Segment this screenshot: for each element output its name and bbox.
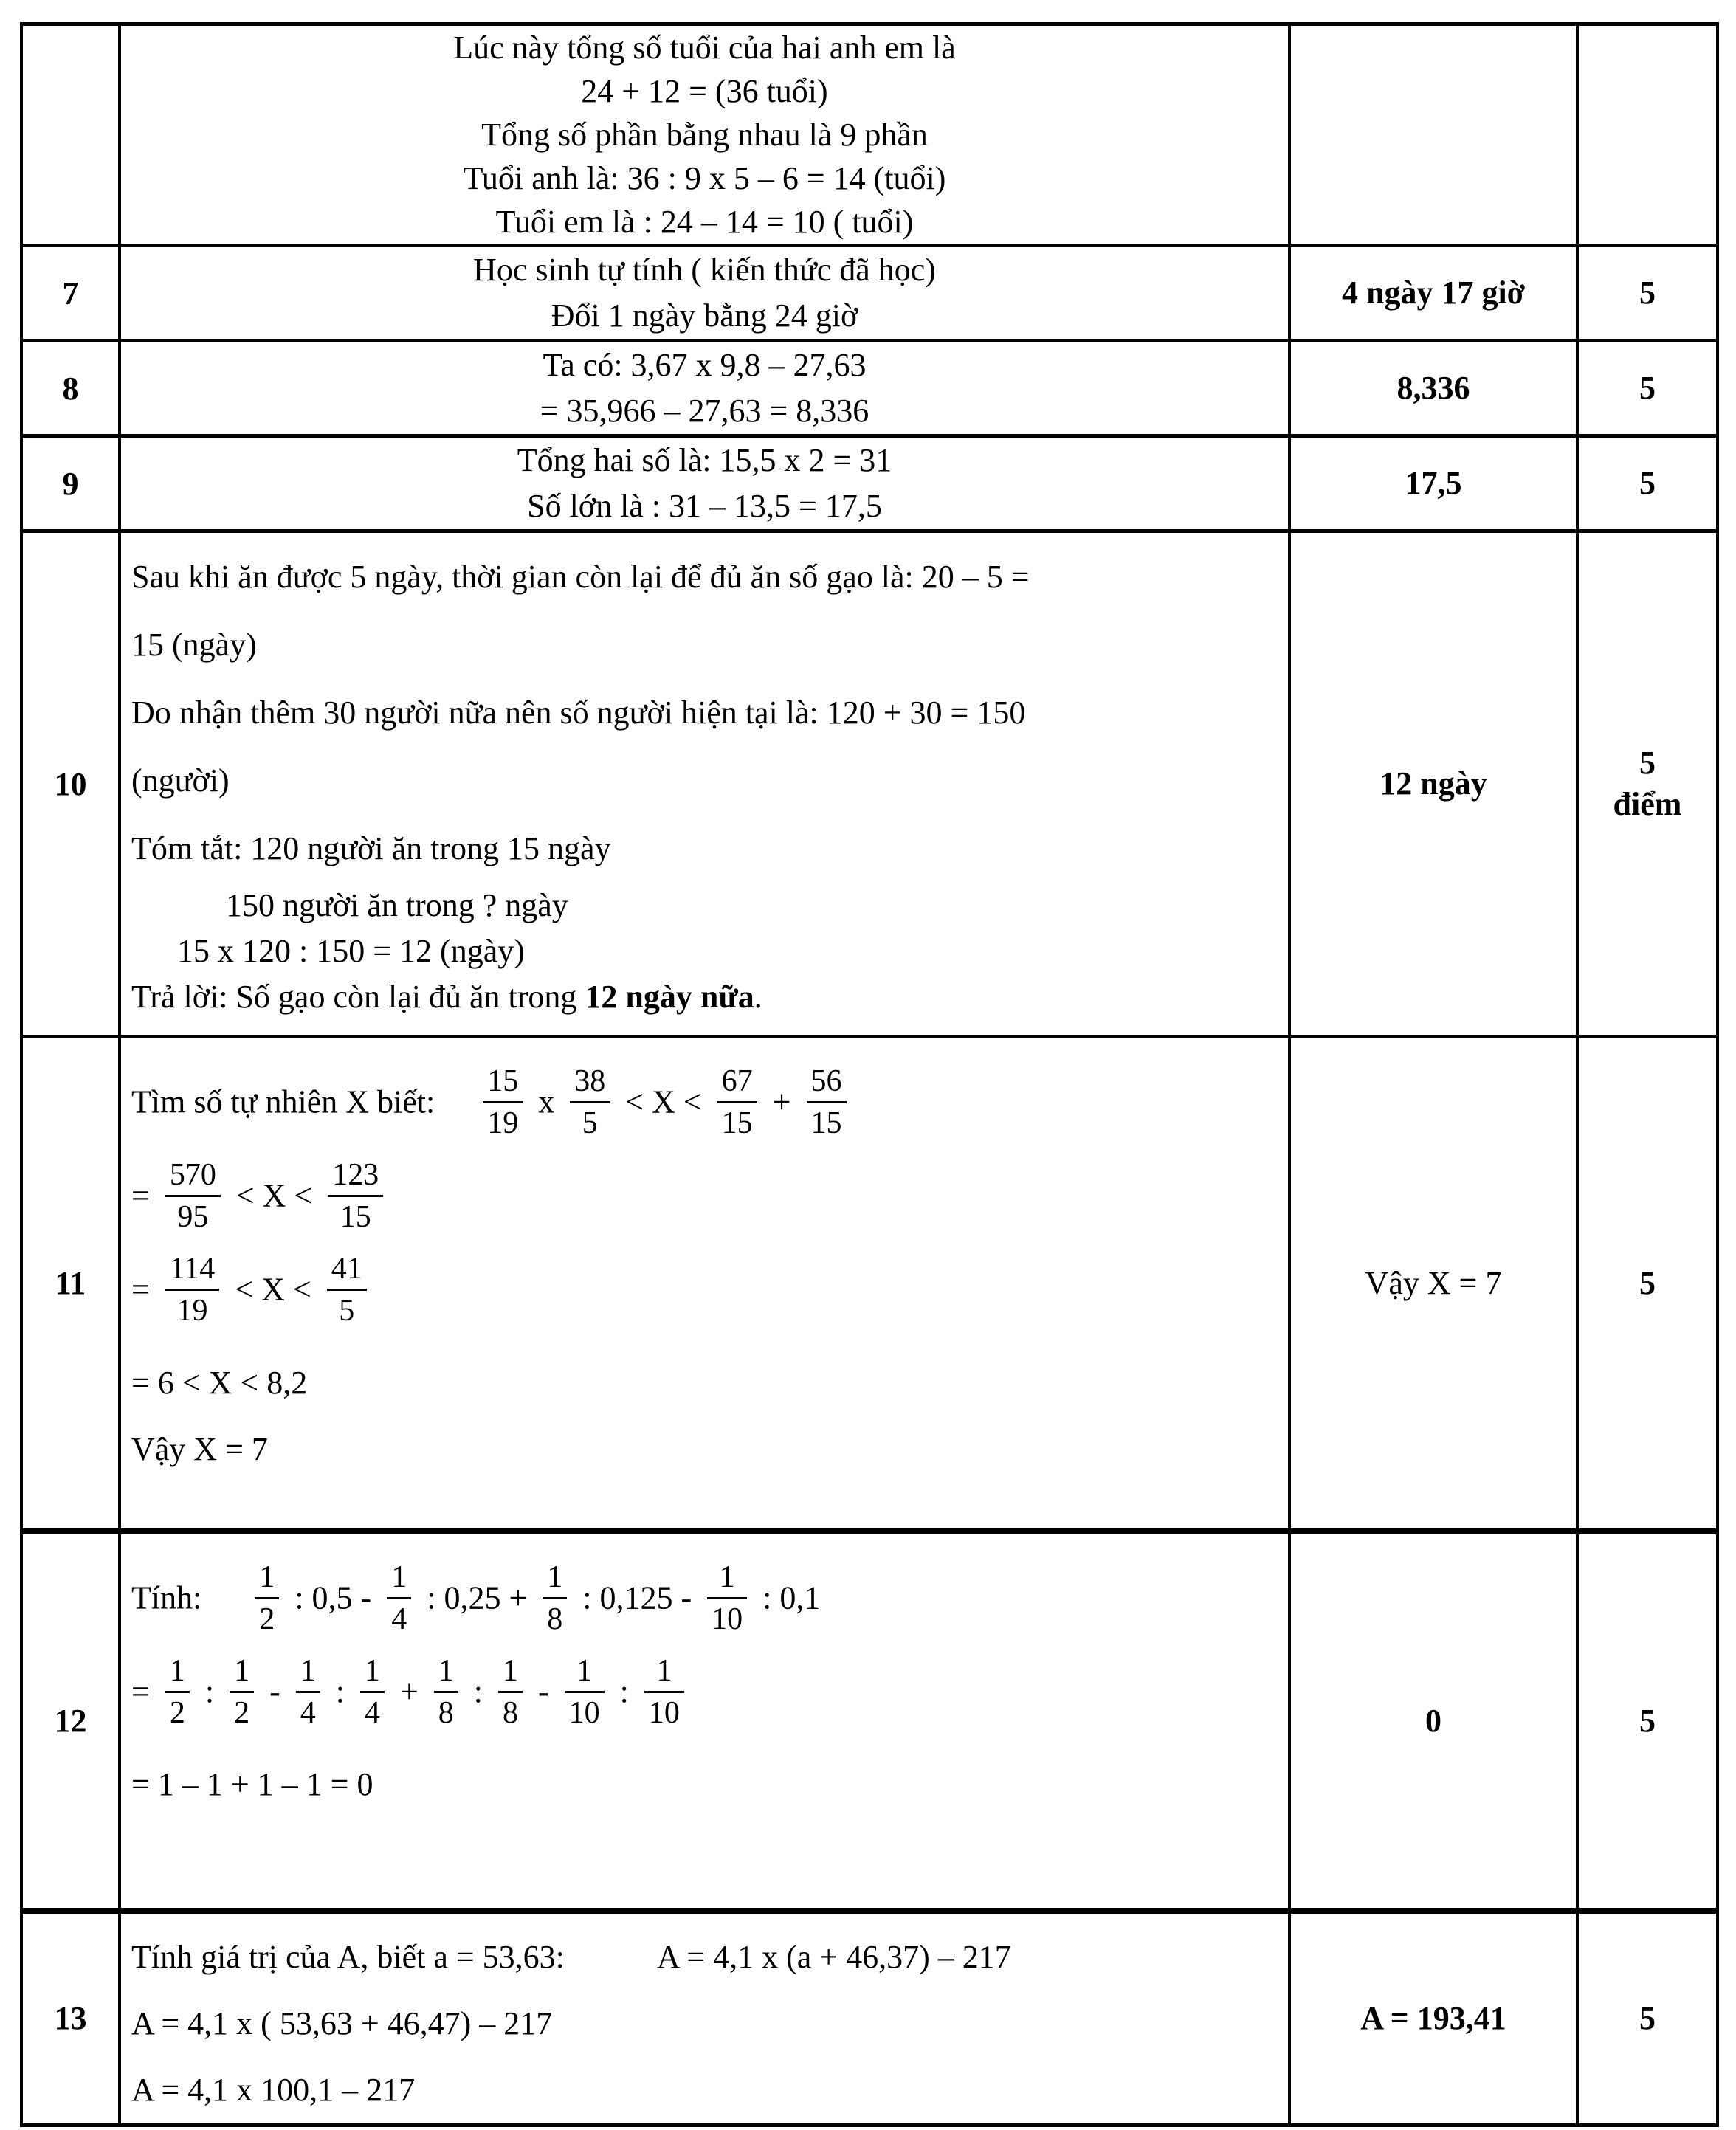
fraction-numerator: 1 xyxy=(364,1653,380,1688)
answer-cell xyxy=(1289,1037,1577,1531)
solution-line xyxy=(131,1559,1281,1638)
question-number: 11 xyxy=(55,1265,86,1302)
spacer xyxy=(565,1967,657,1968)
points-cell xyxy=(1577,246,1718,341)
answer-key-table xyxy=(20,22,1719,2127)
solution-line xyxy=(131,815,1281,883)
solution-line xyxy=(121,483,1288,529)
text-run: 15 x 120 : 150 = 12 (ngày) xyxy=(177,933,525,969)
solution-cell xyxy=(120,24,1289,246)
fraction-denominator: 10 xyxy=(707,1597,747,1636)
question-number: 12 xyxy=(54,1703,87,1739)
solution-line xyxy=(131,1350,1281,1416)
fraction-denominator: 8 xyxy=(542,1597,567,1636)
answer-cell xyxy=(1289,436,1577,531)
question-number: 13 xyxy=(54,2000,87,2036)
text-run: : 0,125 - xyxy=(574,1579,700,1616)
fraction-numerator: 1 xyxy=(503,1653,519,1688)
text-run: = 6 < X < 8,2 xyxy=(131,1364,308,1401)
text-run: . xyxy=(754,979,762,1015)
solution-line xyxy=(131,1653,1281,1732)
question-number-cell xyxy=(21,531,120,1037)
solution-line xyxy=(121,342,1288,388)
text-run: x xyxy=(530,1083,563,1120)
fraction xyxy=(360,1655,385,1729)
question-number: 9 xyxy=(62,465,79,502)
fraction-denominator: 2 xyxy=(230,1691,254,1729)
answer-text: 4 ngày 17 giờ xyxy=(1341,275,1526,311)
solution-line xyxy=(131,1252,1281,1330)
fraction-numerator: 38 xyxy=(574,1064,606,1098)
fraction-numerator: 41 xyxy=(331,1252,362,1286)
solution-line xyxy=(121,26,1288,69)
text-run: + xyxy=(391,1673,427,1710)
text-run: Tính giá trị của A, biết a = 53,63: xyxy=(131,1938,565,1975)
text-run: : xyxy=(465,1673,492,1710)
solution-line xyxy=(131,611,1281,679)
text-run: A = 4,1 x 100,1 – 217 xyxy=(131,2071,416,2108)
fraction-numerator: 56 xyxy=(810,1064,842,1098)
solution-line xyxy=(121,69,1288,113)
answer-text: 8,336 xyxy=(1396,370,1470,406)
text-run: Do nhận thêm 30 người nữa nên số người hiện tại là: 120 + 30 = 150 xyxy=(131,695,1026,731)
fraction-numerator: 15 xyxy=(487,1064,519,1098)
question-number-cell xyxy=(21,1911,120,2126)
spacer xyxy=(202,1607,247,1608)
fraction-denominator: 4 xyxy=(387,1597,411,1636)
solution-cell xyxy=(120,246,1289,341)
solution-line xyxy=(131,883,1281,928)
fraction xyxy=(230,1655,254,1729)
table-row xyxy=(21,24,1718,246)
question-number-cell xyxy=(21,436,120,531)
solution-line xyxy=(131,1158,1281,1236)
text-run: : 0,5 - xyxy=(286,1579,380,1616)
fraction-denominator: 10 xyxy=(565,1691,604,1729)
answer-cell xyxy=(1289,1531,1577,1911)
fraction xyxy=(807,1065,847,1140)
fraction xyxy=(328,1159,383,1233)
fraction xyxy=(498,1655,523,1729)
text-run: - xyxy=(530,1673,557,1710)
text-run: : 0,25 + xyxy=(418,1579,536,1616)
solution-line xyxy=(121,438,1288,483)
points-line: 5 xyxy=(1639,745,1656,781)
fraction-numerator: 570 xyxy=(169,1158,216,1193)
text-run: A = 4,1 x ( 53,63 + 46,47) – 217 xyxy=(131,2005,553,2041)
fraction-denominator: 15 xyxy=(717,1101,757,1140)
text-run: = 1 – 1 + 1 – 1 = 0 xyxy=(131,1765,373,1802)
fraction-numerator: 1 xyxy=(719,1559,735,1594)
text-run: Đổi 1 ngày bằng 24 giờ xyxy=(551,297,858,334)
fraction-denominator: 4 xyxy=(296,1691,320,1729)
question-number-cell xyxy=(21,1037,120,1531)
solution-line xyxy=(131,1924,1281,1991)
points-cell xyxy=(1577,24,1718,246)
fraction-numerator: 1 xyxy=(391,1559,407,1594)
answer-text: 12 ngày xyxy=(1380,765,1487,802)
answer-text: 0 xyxy=(1425,1702,1442,1739)
solution-line xyxy=(121,388,1288,434)
fraction-denominator: 15 xyxy=(807,1101,847,1140)
solution-cell xyxy=(120,1531,1289,1911)
points-cell xyxy=(1577,1037,1718,1531)
fraction-numerator: 1 xyxy=(656,1653,672,1688)
text-run: < X < xyxy=(617,1083,710,1120)
fraction xyxy=(483,1065,523,1140)
solution-cell xyxy=(120,436,1289,531)
answer-cell xyxy=(1289,531,1577,1037)
answer-cell xyxy=(1289,24,1577,246)
solution-line xyxy=(131,679,1281,747)
solution-line xyxy=(121,293,1288,339)
fraction-denominator: 5 xyxy=(570,1101,610,1140)
text-run: = 35,966 – 27,63 = 8,336 xyxy=(540,393,869,429)
text-run: - xyxy=(261,1673,289,1710)
table-row xyxy=(21,1531,1718,1911)
text-run: Tuổi em là : 24 – 14 = 10 ( tuổi) xyxy=(495,204,914,240)
solution-line xyxy=(131,2057,1281,2123)
solution-line xyxy=(121,200,1288,244)
fraction-denominator: 15 xyxy=(328,1195,383,1233)
fraction xyxy=(387,1561,411,1636)
text-run: Số lớn là : 31 – 13,5 = 17,5 xyxy=(527,488,882,524)
text-run: A = 4,1 x (a + 46,37) – 217 xyxy=(656,1938,1011,1975)
table-row xyxy=(21,1037,1718,1531)
answer-cell xyxy=(1289,341,1577,436)
fraction-denominator: 2 xyxy=(255,1597,279,1636)
text-run: Trả lời: Số gạo còn lại đủ ăn trong xyxy=(131,979,585,1015)
points-cell xyxy=(1577,531,1718,1037)
fraction-denominator: 95 xyxy=(165,1195,221,1233)
solution-cell xyxy=(120,1037,1289,1531)
fraction xyxy=(570,1065,610,1140)
solution-line xyxy=(131,1064,1281,1142)
answer-text: 17,5 xyxy=(1405,465,1462,501)
solution-line xyxy=(131,1991,1281,2057)
fraction-denominator: 10 xyxy=(644,1691,684,1729)
points-cell xyxy=(1577,1911,1718,2126)
points-cell xyxy=(1577,341,1718,436)
text-run: Lúc này tổng số tuổi của hai anh em là xyxy=(453,30,956,66)
answer-cell xyxy=(1289,246,1577,341)
solution-line xyxy=(131,543,1281,611)
text-run: = xyxy=(131,1673,158,1710)
fraction-numerator: 114 xyxy=(169,1252,216,1286)
text-run: 150 người ăn trong ? ngày xyxy=(226,887,568,923)
points-line: 5 xyxy=(1639,1264,1656,1301)
answer-text: Vậy X = 7 xyxy=(1365,1264,1502,1301)
text-run: + xyxy=(764,1083,799,1120)
text-run: Tổng hai số là: 15,5 x 2 = 31 xyxy=(517,442,892,478)
fraction xyxy=(165,1655,190,1729)
text-run: < X < xyxy=(227,1272,320,1309)
answer-text: A = 193,41 xyxy=(1360,1999,1506,2036)
answer-cell xyxy=(1289,1911,1577,2126)
text-run: 15 (ngày) xyxy=(131,627,257,663)
points-line: 5 xyxy=(1639,370,1656,406)
text-run: Tìm số tự nhiên X biết: xyxy=(131,1083,435,1120)
solution-line xyxy=(131,1751,1281,1818)
solution-cell xyxy=(120,341,1289,436)
text-run: < X < xyxy=(227,1177,321,1214)
solution-line xyxy=(121,113,1288,156)
text-run: Sau khi ăn được 5 ngày, thời gian còn lại để đủ ăn số gạo là: 20 – 5 = xyxy=(131,559,1030,595)
text-run: = xyxy=(131,1177,158,1214)
points-line: 5 xyxy=(1639,1702,1656,1739)
fraction-denominator: 8 xyxy=(434,1691,458,1729)
fraction xyxy=(296,1655,320,1729)
fraction xyxy=(165,1252,219,1327)
fraction-numerator: 1 xyxy=(300,1653,316,1688)
table-row xyxy=(21,1911,1718,2126)
table-row xyxy=(21,341,1718,436)
solution-cell xyxy=(120,1911,1289,2126)
spacer xyxy=(435,1112,475,1113)
solution-line xyxy=(131,928,1281,974)
solution-line xyxy=(131,974,1281,1020)
fraction-denominator: 2 xyxy=(165,1691,190,1729)
solution-line xyxy=(131,1416,1281,1483)
fraction xyxy=(434,1655,458,1729)
fraction-numerator: 1 xyxy=(169,1653,185,1688)
question-number-cell xyxy=(21,24,120,246)
table-row xyxy=(21,246,1718,341)
fraction-numerator: 1 xyxy=(438,1653,454,1688)
fraction-numerator: 1 xyxy=(576,1653,593,1688)
points-line: điểm xyxy=(1613,786,1682,822)
fraction-denominator: 5 xyxy=(327,1289,367,1327)
fraction-denominator: 4 xyxy=(360,1691,385,1729)
text-run: Tính: xyxy=(131,1579,202,1616)
points-cell xyxy=(1577,1531,1718,1911)
table-row xyxy=(21,436,1718,531)
text-run: : xyxy=(196,1673,223,1710)
text-run: 24 + 12 = (36 tuổi) xyxy=(581,73,828,109)
fraction-denominator: 8 xyxy=(498,1691,523,1729)
text-run: Tóm tắt: 120 người ăn trong 15 ngày xyxy=(131,830,611,866)
fraction-numerator: 1 xyxy=(259,1559,275,1594)
text-run: : xyxy=(327,1673,353,1710)
fraction-numerator: 1 xyxy=(234,1653,250,1688)
question-number: 10 xyxy=(54,765,87,802)
text-run: Tuổi anh là: 36 : 9 x 5 – 6 = 14 (tuổi) xyxy=(463,160,946,196)
text-run: Học sinh tự tính ( kiến thức đã học) xyxy=(473,252,936,288)
fraction-denominator: 19 xyxy=(483,1101,523,1140)
fraction xyxy=(717,1065,757,1140)
table-row xyxy=(21,531,1718,1037)
solution-line xyxy=(121,156,1288,200)
text-run: (người) xyxy=(131,762,230,799)
solution-line xyxy=(121,247,1288,293)
table-body xyxy=(21,24,1718,2126)
text-run: : xyxy=(611,1673,637,1710)
fraction-numerator: 123 xyxy=(332,1158,379,1193)
fraction-numerator: 1 xyxy=(547,1559,563,1594)
points-line: 5 xyxy=(1639,275,1656,311)
text-run: Tổng số phần bằng nhau là 9 phần xyxy=(481,117,928,153)
points-line: 5 xyxy=(1639,465,1656,501)
question-number-cell xyxy=(21,246,120,341)
question-number-cell xyxy=(21,341,120,436)
text-run: Vậy X = 7 xyxy=(131,1430,268,1467)
fraction xyxy=(255,1561,279,1636)
question-number-cell xyxy=(21,1531,120,1911)
points-line: 5 xyxy=(1639,1999,1656,2036)
question-number: 7 xyxy=(62,275,79,311)
text-run: Ta có: 3,67 x 9,8 – 27,63 xyxy=(542,347,867,383)
solution-cell xyxy=(120,531,1289,1037)
bold-text-run: 12 ngày nữa xyxy=(585,979,754,1015)
text-run: : 0,1 xyxy=(754,1579,821,1616)
fraction xyxy=(565,1655,604,1729)
solution-line xyxy=(131,747,1281,815)
question-number: 8 xyxy=(62,370,79,407)
text-run: = xyxy=(131,1272,158,1309)
fraction xyxy=(165,1159,221,1233)
fraction-numerator: 67 xyxy=(721,1064,753,1098)
fraction xyxy=(542,1561,567,1636)
fraction-denominator: 19 xyxy=(165,1289,219,1327)
points-cell xyxy=(1577,436,1718,531)
fraction xyxy=(707,1561,747,1636)
fraction xyxy=(644,1655,684,1729)
fraction xyxy=(327,1252,367,1327)
